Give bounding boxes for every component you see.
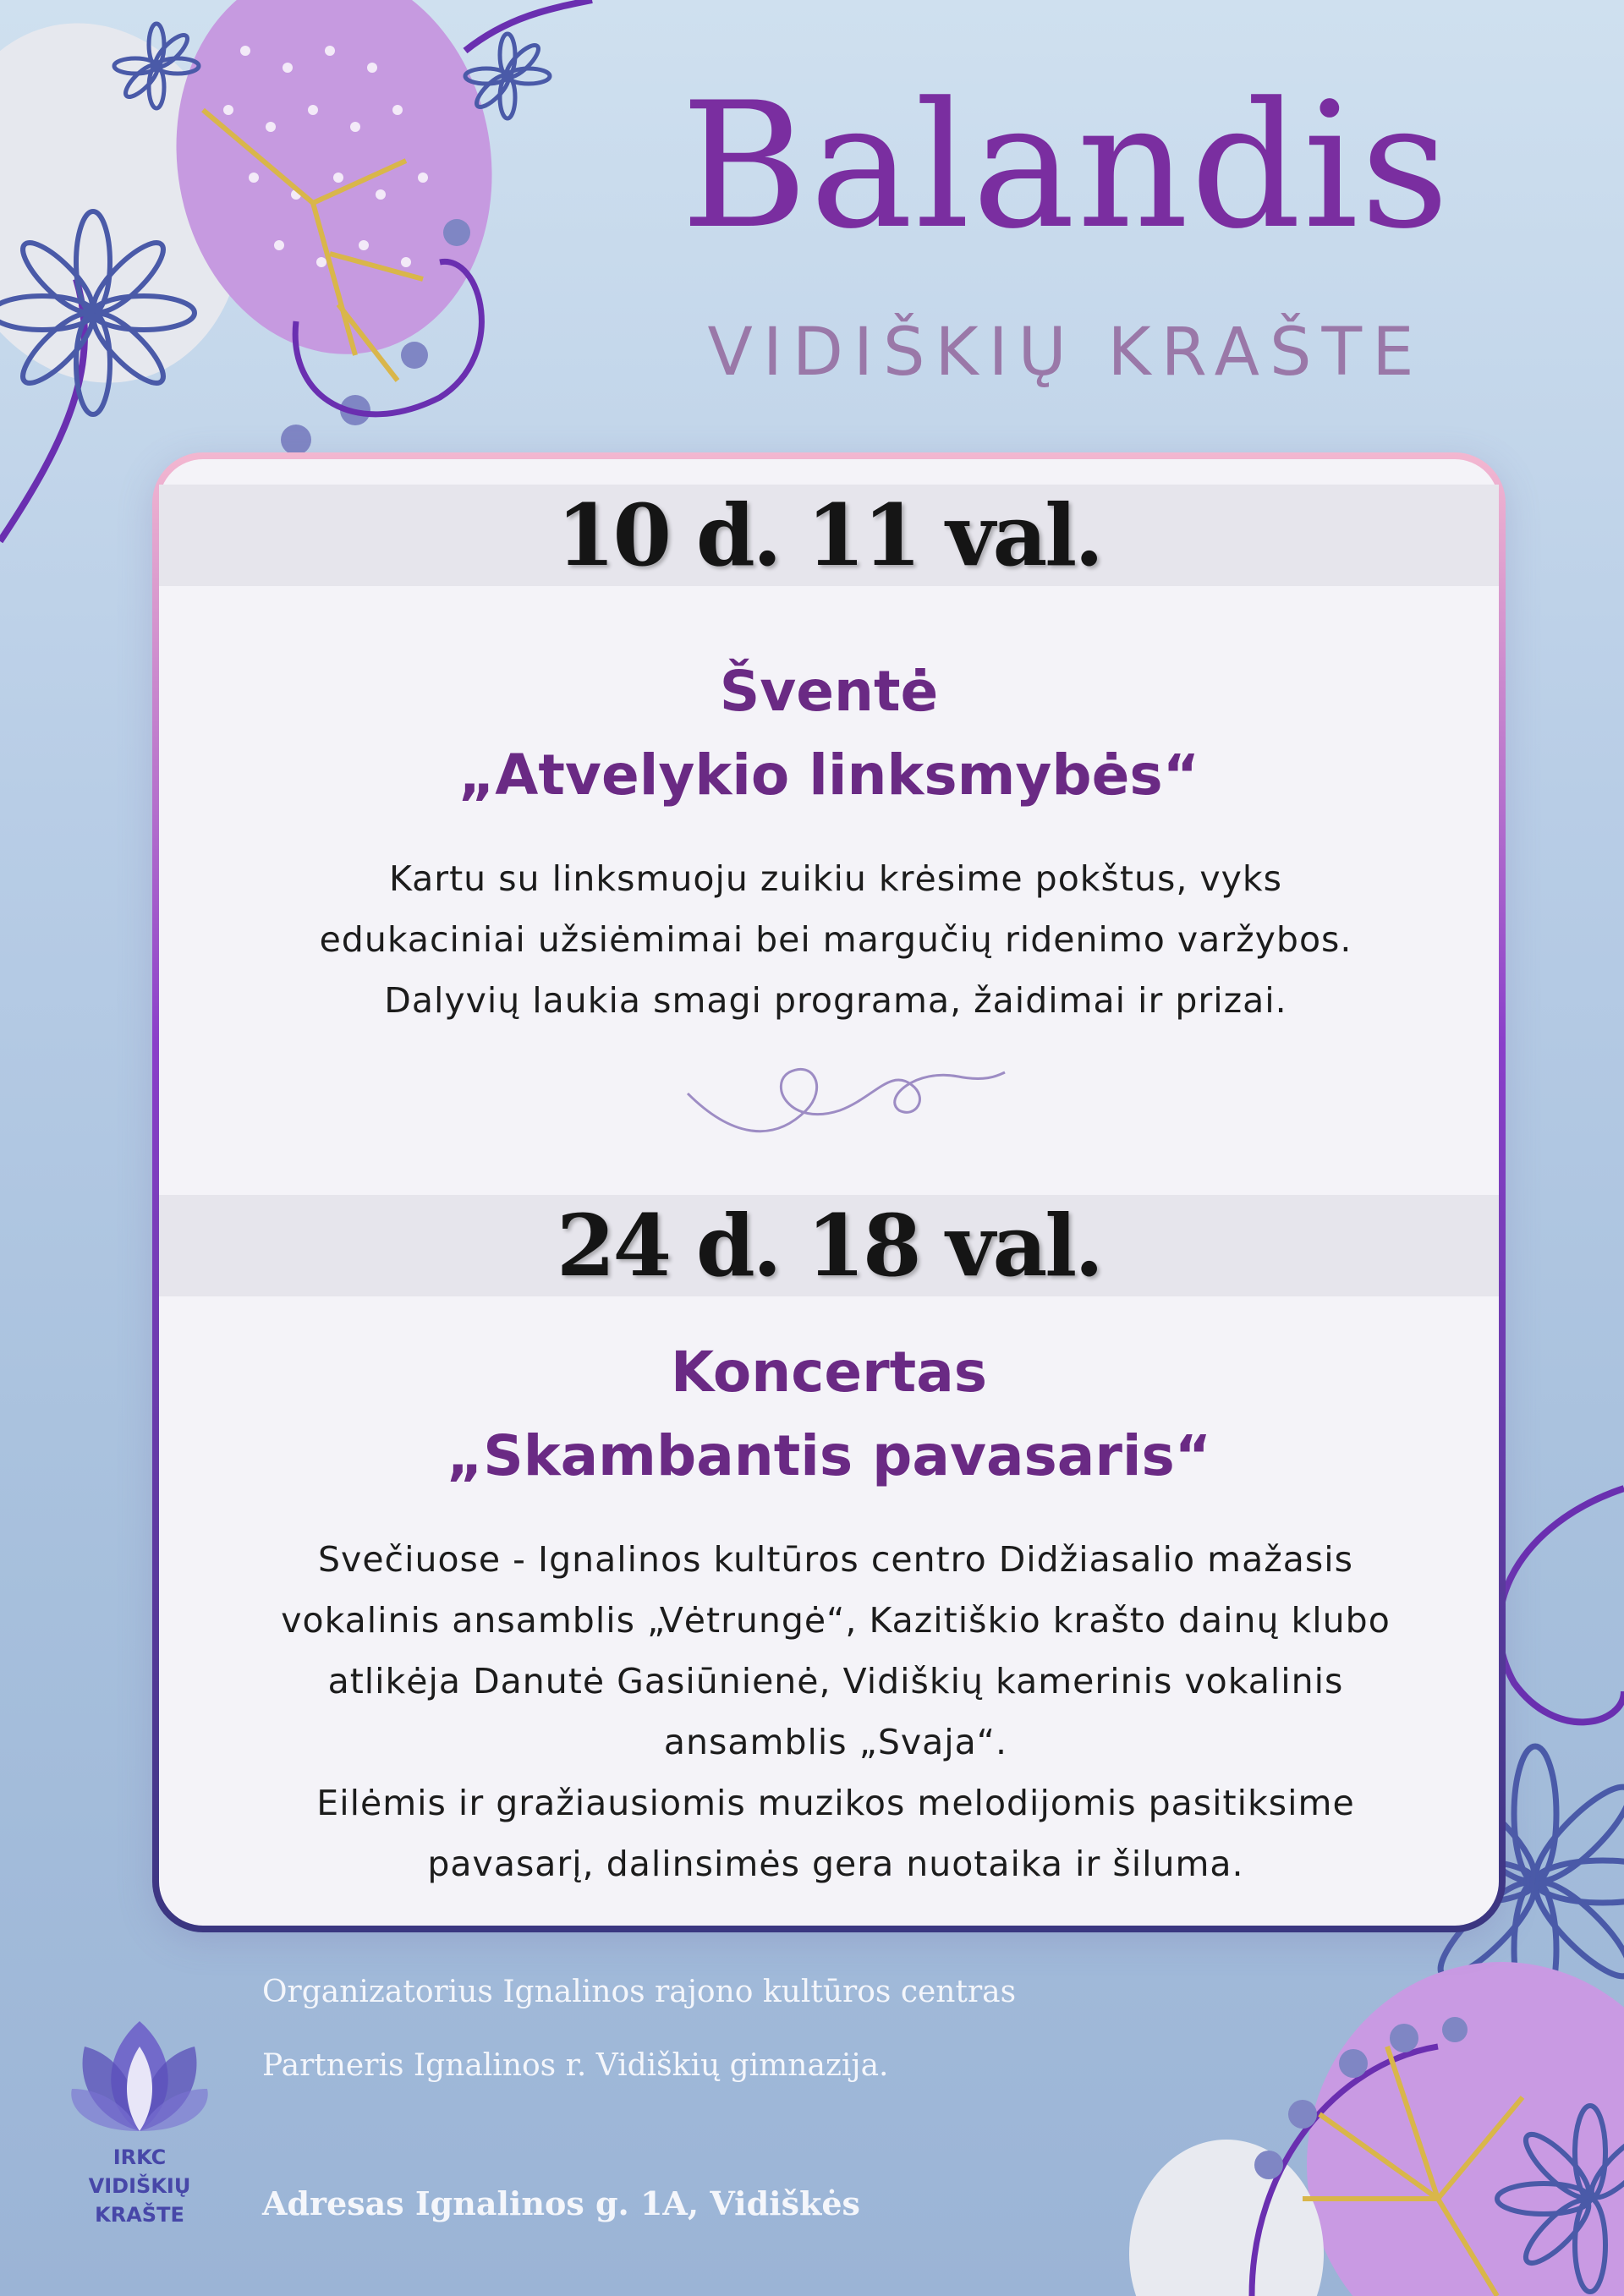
event-description-line: pavasarį, dalinsimės gera nuotaika ir šiluma.	[427, 1844, 1244, 1884]
page-title: Balandis	[680, 66, 1451, 267]
purple-line-top	[465, 0, 592, 51]
event-description-line: Eilėmis ir gražiausiomis muzikos melodijomis pasitiksime	[316, 1783, 1355, 1823]
logo-line-2: VIDIŠKIŲ KRAŠTE	[88, 2174, 191, 2227]
organizer-text: Organizatorius Ignalinos rajono kultūros centras	[262, 1975, 1017, 2009]
event-datetime: 24 d. 18 val.	[556, 1196, 1102, 1296]
address-text: Adresas Ignalinos g. 1A, Vidiškės	[262, 2184, 860, 2222]
event-title-line: Šventė	[719, 659, 939, 724]
event-title	[159, 649, 1499, 817]
page-subtitle: VIDIŠKIŲ KRAŠTE	[707, 315, 1424, 391]
partner-text: Partneris Ignalinos r. Vidiškių gimnazija.	[262, 2048, 889, 2083]
event-description-line: vokalinis ansamblis „Vėtrungė“, Kazitiškio krašto dainų klubo	[281, 1600, 1391, 1641]
lotus-icon	[68, 2004, 211, 2140]
event-datetime: 10 d. 11 val.	[556, 485, 1102, 585]
event-description	[193, 848, 1479, 1031]
event-title	[159, 1330, 1499, 1498]
event-title-line: Koncertas	[670, 1340, 988, 1405]
event-description-line: atlikėja Danutė Gasiūnienė, Vidiškių kamerinis vokalinis	[327, 1661, 1344, 1701]
white-egg-bottom-right	[1129, 2140, 1324, 2296]
event-description-line: Svečiuose - Ignalinos kultūros centro Didžiasalio mažasis	[318, 1539, 1353, 1580]
event-description-line: Kartu su linksmuoju zuikiu krėsime pokštus, vyks	[388, 858, 1283, 899]
swirl-divider	[679, 1051, 1009, 1153]
event-title-line: „Atvelykio linksmybės“	[458, 743, 1200, 808]
small-blue-flower-icon	[465, 34, 550, 118]
event-description-line: ansamblis „Svaja“.	[663, 1722, 1008, 1762]
event-title-line: „Skambantis pavasaris“	[446, 1423, 1212, 1488]
event-description-line: Dalyvių laukia smagi programa, žaidimai ir prizai.	[384, 980, 1287, 1021]
purple-loop-right	[1499, 1488, 1624, 1722]
event-description	[193, 1529, 1479, 1894]
event-description-line: edukaciniai užsiėmimai bei margučių ridenimo varžybos.	[319, 919, 1352, 960]
irkc-logo	[42, 2004, 237, 2229]
events-card	[152, 452, 1506, 1932]
logo-line-1: IRKC	[112, 2145, 167, 2169]
